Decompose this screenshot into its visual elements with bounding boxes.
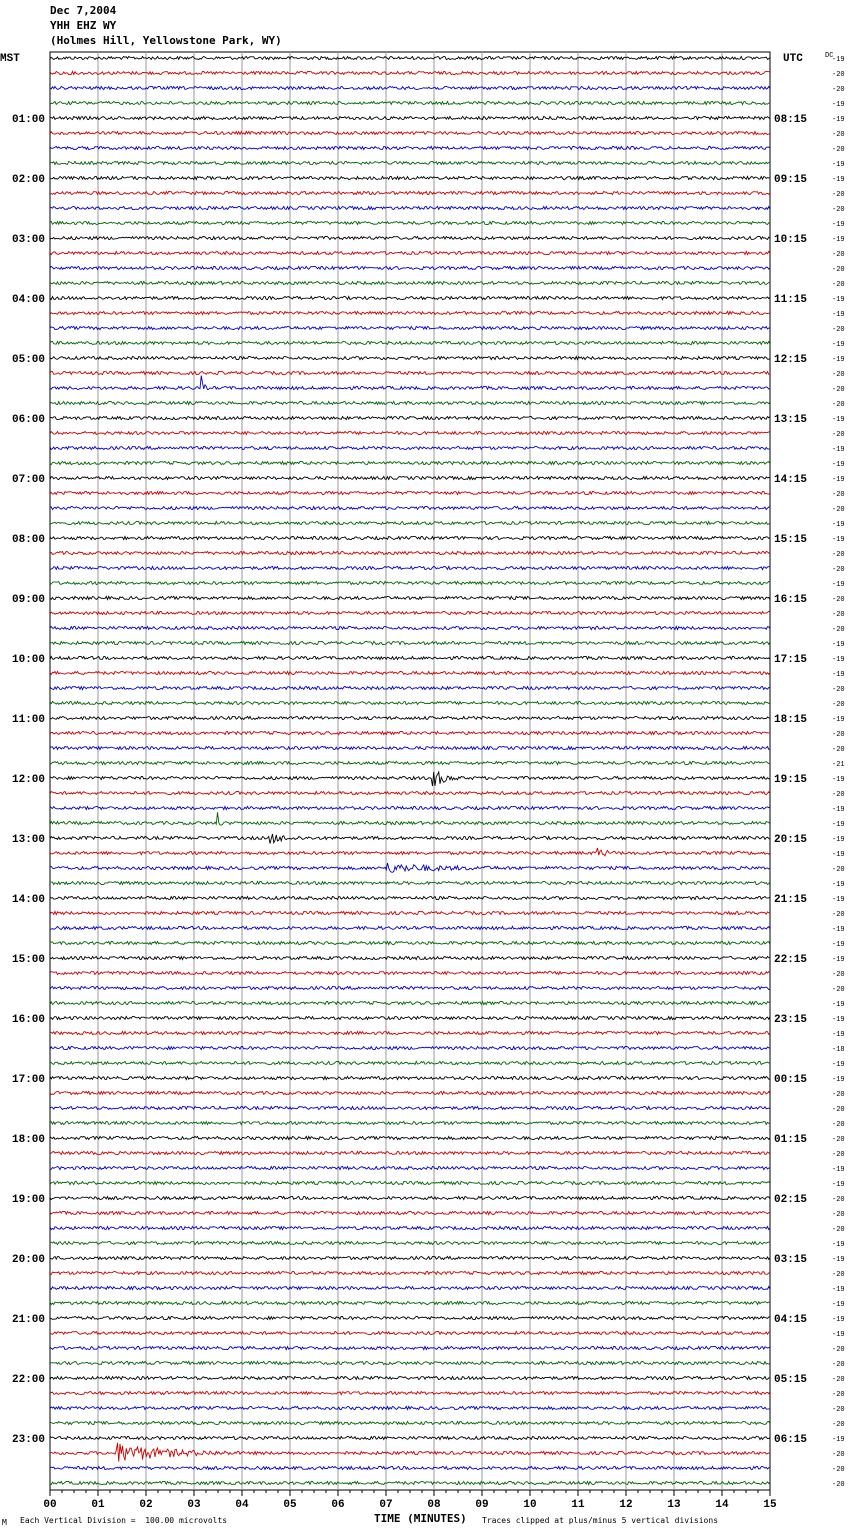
dc-offset-label: -19 (832, 296, 845, 304)
dc-offset-label: -19 (832, 896, 845, 904)
scale-note: Each Vertical Division = 100.00 microvolts (20, 1516, 228, 1525)
trace-row-4 (50, 116, 770, 119)
trace-row-72 (50, 1136, 770, 1139)
dc-offset-label: -19 (832, 356, 845, 364)
trace-row-34 (50, 566, 770, 569)
trace-row-80 (50, 1256, 770, 1259)
dc-offset-label: -19 (832, 656, 845, 664)
dc-offset-label: -20 (832, 1346, 845, 1354)
x-tick-label: 11 (571, 1499, 585, 1511)
trace-row-42 (50, 686, 770, 689)
right-hour-label: 09:15 (774, 174, 808, 186)
dc-offset-label: -19 (832, 1286, 845, 1294)
left-hour-label: 06:00 (12, 414, 46, 426)
right-hour-label: 05:15 (774, 1374, 808, 1386)
traces (50, 56, 770, 1484)
trace-row-83 (50, 1301, 770, 1304)
trace-row-54 (50, 863, 770, 872)
dc-offset-label: -19 (832, 581, 845, 589)
x-tick-label: 10 (523, 1499, 537, 1511)
trace-row-89 (50, 1391, 770, 1394)
left-hour-label: 15:00 (12, 954, 46, 966)
trace-row-13 (50, 251, 770, 254)
dc-offset-label: -19 (832, 221, 845, 229)
dc-offset-label: -19 (832, 1181, 845, 1189)
trace-row-63 (50, 1001, 770, 1004)
trace-row-48 (50, 772, 770, 786)
dc-offset-labels (832, 56, 845, 1489)
left-hour-label: 20:00 (12, 1254, 46, 1266)
dc-offset-label: -19 (832, 236, 845, 244)
dc-offset-label: -19 (832, 1001, 845, 1009)
right-hour-label: 18:15 (774, 714, 808, 726)
dc-offset-label: -19 (832, 881, 845, 889)
dc-offset-label: -19 (832, 176, 845, 184)
dc-offset-label: -20 (832, 1406, 845, 1414)
trace-row-30 (50, 506, 770, 509)
trace-row-27 (50, 461, 770, 464)
trace-row-23 (50, 401, 770, 404)
left-hour-label: 14:00 (12, 894, 46, 906)
right-hour-label: 11:15 (774, 294, 808, 306)
trace-row-71 (50, 1121, 770, 1124)
station-code: YHH EHZ WY (50, 19, 117, 32)
trace-row-88 (50, 1376, 770, 1379)
dc-offset-label: -21 (832, 761, 845, 769)
right-hour-labels (774, 114, 807, 1446)
dc-offset-label: -20 (832, 1091, 845, 1099)
trace-row-87 (50, 1361, 770, 1364)
trace-row-85 (50, 1331, 770, 1334)
right-hour-label: 21:15 (774, 894, 808, 906)
left-hour-label: 19:00 (12, 1194, 46, 1206)
dc-offset-label: -20 (832, 551, 845, 559)
dc-offset-label: -20 (832, 506, 845, 514)
trace-row-37 (50, 611, 770, 614)
dc-offset-label: -19 (832, 1256, 845, 1264)
trace-row-36 (50, 596, 770, 599)
right-hour-label: 14:15 (774, 474, 808, 486)
trace-row-53 (50, 848, 770, 856)
dc-offset-label: -20 (832, 1196, 845, 1204)
dc-offset-label: -20 (832, 191, 845, 199)
x-tick-label: 05 (283, 1499, 297, 1511)
left-hour-label: 17:00 (12, 1074, 46, 1086)
trace-row-58 (50, 926, 770, 929)
dc-offset-label: -19 (832, 641, 845, 649)
left-hour-label: 04:00 (12, 294, 46, 306)
dc-offset-label: -20 (832, 251, 845, 259)
trace-row-66 (50, 1046, 770, 1049)
trace-row-29 (50, 491, 770, 494)
left-hour-label: 01:00 (12, 114, 46, 126)
dc-offset-label: -20 (832, 266, 845, 274)
right-hour-label: 13:15 (774, 414, 808, 426)
dc-offset-label: -19 (832, 941, 845, 949)
right-timezone-label: UTC (783, 53, 803, 65)
trace-row-38 (50, 626, 770, 629)
dc-offset-label: -20 (832, 986, 845, 994)
trace-row-11 (50, 221, 770, 224)
dc-offset-label: -20 (832, 746, 845, 754)
left-hour-label: 11:00 (12, 714, 46, 726)
dc-offset-label: -20 (832, 1271, 845, 1279)
dc-offset-label: -20 (832, 326, 845, 334)
left-hour-label: 07:00 (12, 474, 46, 486)
dc-offset-label: -20 (832, 611, 845, 619)
dc-offset-label: -20 (832, 71, 845, 79)
dc-offset-label: -19 (832, 671, 845, 679)
trace-row-41 (50, 671, 770, 674)
trace-row-1 (50, 71, 770, 74)
dc-offset-label: -20 (832, 971, 845, 979)
trace-row-81 (50, 1271, 770, 1274)
right-hour-label: 17:15 (774, 654, 808, 666)
trace-row-84 (50, 1316, 770, 1319)
dc-offset-label: -20 (832, 146, 845, 154)
trace-row-57 (50, 911, 770, 914)
right-hour-label: 04:15 (774, 1314, 808, 1326)
dc-offset-label: -19 (832, 1076, 845, 1084)
trace-row-75 (50, 1181, 770, 1184)
dc-offset-label: -20 (832, 1361, 845, 1369)
dc-offset-label: -20 (832, 1136, 845, 1144)
dc-offset-label: -20 (832, 131, 845, 139)
trace-row-61 (50, 971, 770, 974)
dc-offset-label: -19 (832, 56, 845, 64)
trace-row-21 (50, 371, 770, 374)
trace-row-18 (50, 326, 770, 329)
right-hour-label: 19:15 (774, 774, 808, 786)
trace-row-20 (50, 356, 770, 359)
station-location: (Holmes Hill, Yellowstone Park, WY) (50, 34, 282, 47)
trace-row-91 (50, 1421, 770, 1424)
left-timezone-label: MST (0, 53, 20, 65)
dc-offset-label: -19 (832, 1436, 845, 1444)
left-hour-label: 02:00 (12, 174, 46, 186)
trace-row-92 (50, 1436, 770, 1439)
dc-offset-label: -19 (832, 776, 845, 784)
trace-row-25 (50, 431, 770, 434)
trace-row-90 (50, 1406, 770, 1409)
dc-offset-label: -20 (832, 431, 845, 439)
dc-offset-label: -20 (832, 401, 845, 409)
dc-offset-label: -19 (832, 836, 845, 844)
trace-row-16 (50, 296, 770, 299)
trace-row-93 (50, 1443, 770, 1462)
x-tick-label: 08 (427, 1499, 441, 1511)
dc-offset-label: -19 (832, 461, 845, 469)
trace-row-32 (50, 536, 770, 539)
trace-row-8 (50, 176, 770, 179)
dc-offset-label: -19 (832, 821, 845, 829)
dc-offset-label: -20 (832, 1481, 845, 1489)
trace-row-47 (50, 761, 770, 764)
dc-offset-label: -19 (832, 1166, 845, 1174)
dc-offset-label: -19 (832, 116, 845, 124)
dc-offset-label: -20 (832, 626, 845, 634)
trace-row-52 (50, 834, 770, 843)
trace-row-15 (50, 281, 770, 284)
dc-offset-label: -20 (832, 371, 845, 379)
trace-row-45 (50, 731, 770, 734)
left-hour-label: 05:00 (12, 354, 46, 366)
trace-row-40 (50, 656, 770, 659)
left-hour-label: 12:00 (12, 774, 46, 786)
clip-note: Traces clipped at plus/minus 5 vertical divisions (482, 1516, 719, 1525)
dc-offset-label: -20 (832, 206, 845, 214)
x-tick-label: 12 (619, 1499, 633, 1511)
dc-offset-label: -19 (832, 101, 845, 109)
dc-offset-label: -19 (832, 716, 845, 724)
trace-row-33 (50, 551, 770, 554)
x-tick-label: 09 (475, 1499, 489, 1511)
dc-offset-label: -19 (832, 1301, 845, 1309)
dc-offset-label: -18 (832, 1046, 845, 1054)
trace-row-68 (50, 1076, 770, 1079)
dc-offset-label: -19 (832, 476, 845, 484)
x-tick-label: 07 (379, 1499, 393, 1511)
dc-offset-label: -20 (832, 1451, 845, 1459)
trace-row-14 (50, 266, 770, 269)
left-hour-label: 10:00 (12, 654, 46, 666)
trace-row-82 (50, 1286, 770, 1289)
trace-row-44 (50, 716, 770, 719)
dc-offset-label: -19 (832, 926, 845, 934)
dc-offset-label: -19 (832, 1241, 845, 1249)
right-hour-label: 20:15 (774, 834, 808, 846)
trace-row-35 (50, 581, 770, 584)
trace-row-3 (50, 101, 770, 104)
trace-row-77 (50, 1211, 770, 1214)
dc-offset-label: -19 (832, 536, 845, 544)
trace-row-5 (50, 131, 770, 134)
right-hour-label: 02:15 (774, 1194, 808, 1206)
trace-row-94 (50, 1466, 770, 1469)
trace-row-17 (50, 311, 770, 314)
trace-row-43 (50, 701, 770, 704)
right-hour-label: 06:15 (774, 1434, 808, 1446)
dc-offset-label: -20 (832, 1121, 845, 1129)
x-tick-label: 02 (139, 1499, 153, 1511)
trace-row-28 (50, 476, 770, 479)
dc-offset-label: -20 (832, 1391, 845, 1399)
trace-row-39 (50, 641, 770, 644)
dc-offset-label: -20 (832, 596, 845, 604)
left-hour-label: 23:00 (12, 1434, 46, 1446)
trace-row-55 (50, 881, 770, 884)
dc-offset-label: -20 (832, 1106, 845, 1114)
trace-row-22 (50, 376, 770, 390)
dc-offset-label: -20 (832, 86, 845, 94)
right-hour-label: 08:15 (774, 114, 808, 126)
trace-row-10 (50, 206, 770, 209)
trace-row-59 (50, 941, 770, 944)
x-axis-title: TIME (MINUTES) (374, 1512, 467, 1525)
trace-row-86 (50, 1346, 770, 1349)
trace-row-74 (50, 1166, 770, 1169)
trace-row-78 (50, 1226, 770, 1229)
trace-row-95 (50, 1481, 770, 1484)
right-hour-label: 03:15 (774, 1254, 808, 1266)
dc-offset-label: -20 (832, 1211, 845, 1219)
dc-offset-label: -19 (832, 1016, 845, 1024)
dc-offset-label: -20 (832, 386, 845, 394)
dc-offset-label: -19 (832, 1061, 845, 1069)
right-hour-label: 10:15 (774, 234, 808, 246)
dc-offset-label: -19 (832, 1331, 845, 1339)
x-tick-label: 03 (187, 1499, 201, 1511)
trace-row-19 (50, 341, 770, 344)
trace-row-60 (50, 956, 770, 959)
left-hour-label: 21:00 (12, 1314, 46, 1326)
x-tick-label: 00 (43, 1499, 57, 1511)
left-hour-label: 18:00 (12, 1134, 46, 1146)
trace-row-67 (50, 1061, 770, 1064)
x-tick-label: 04 (235, 1499, 249, 1511)
trace-row-79 (50, 1241, 770, 1244)
trace-row-49 (50, 791, 770, 794)
trace-row-26 (50, 446, 770, 449)
right-hour-label: 16:15 (774, 594, 808, 606)
trace-row-56 (50, 896, 770, 899)
dc-offset-label: -20 (832, 731, 845, 739)
right-hour-label: 15:15 (774, 534, 808, 546)
trace-row-76 (50, 1196, 770, 1199)
trace-row-70 (50, 1106, 770, 1109)
trace-row-69 (50, 1091, 770, 1094)
dc-offset-label: -20 (832, 1421, 845, 1429)
dc-offset-label: -20 (832, 1466, 845, 1474)
right-hour-label: 23:15 (774, 1014, 808, 1026)
plot-date: Dec 7,2004 (50, 4, 117, 17)
dc-offset-label: -19 (832, 851, 845, 859)
dc-offset-label: -19 (832, 521, 845, 529)
dc-offset-label: -19 (832, 1316, 845, 1324)
left-hour-label: 22:00 (12, 1374, 46, 1386)
trace-row-64 (50, 1016, 770, 1019)
trace-row-31 (50, 521, 770, 524)
dc-label: DC (825, 52, 834, 60)
right-hour-label: 12:15 (774, 354, 808, 366)
trace-row-46 (50, 746, 770, 749)
dc-offset-label: -20 (832, 1151, 845, 1159)
dc-offset-label: -20 (832, 566, 845, 574)
left-hour-label: 16:00 (12, 1014, 46, 1026)
dc-offset-label: -19 (832, 311, 845, 319)
dc-offset-label: -19 (832, 446, 845, 454)
right-hour-label: 22:15 (774, 954, 808, 966)
trace-row-9 (50, 191, 770, 194)
dc-offset-label: -20 (832, 491, 845, 499)
dc-offset-label: -19 (832, 956, 845, 964)
trace-row-50 (50, 806, 770, 809)
trace-row-24 (50, 416, 770, 419)
corner-mark: M (2, 1518, 7, 1527)
dc-offset-label: -20 (832, 866, 845, 874)
left-hour-label: 13:00 (12, 834, 46, 846)
trace-row-62 (50, 986, 770, 989)
trace-row-6 (50, 146, 770, 149)
dc-offset-label: -20 (832, 701, 845, 709)
dc-offset-label: -20 (832, 281, 845, 289)
left-hour-labels (12, 114, 45, 1446)
x-axis (43, 1490, 777, 1511)
dc-offset-label: -19 (832, 416, 845, 424)
x-tick-label: 14 (715, 1499, 729, 1511)
right-hour-label: 00:15 (774, 1074, 808, 1086)
trace-row-7 (50, 161, 770, 164)
trace-row-12 (50, 236, 770, 239)
left-hour-label: 03:00 (12, 234, 46, 246)
trace-row-65 (50, 1031, 770, 1034)
dc-offset-label: -19 (832, 161, 845, 169)
trace-row-73 (50, 1151, 770, 1154)
right-hour-label: 01:15 (774, 1134, 808, 1146)
trace-row-51 (50, 812, 770, 825)
dc-offset-label: -19 (832, 1031, 845, 1039)
dc-offset-label: -20 (832, 686, 845, 694)
x-tick-label: 01 (91, 1499, 105, 1511)
dc-offset-label: -20 (832, 1376, 845, 1384)
dc-offset-label: -20 (832, 1226, 845, 1234)
left-hour-label: 09:00 (12, 594, 46, 606)
dc-offset-label: -19 (832, 341, 845, 349)
x-tick-label: 15 (763, 1499, 777, 1511)
trace-row-2 (50, 86, 770, 89)
left-hour-label: 08:00 (12, 534, 46, 546)
x-tick-label: 13 (667, 1499, 681, 1511)
trace-row-0 (50, 56, 770, 59)
dc-offset-label: -20 (832, 791, 845, 799)
x-tick-label: 06 (331, 1499, 345, 1511)
dc-offset-label: -20 (832, 911, 845, 919)
dc-offset-label: -19 (832, 806, 845, 814)
